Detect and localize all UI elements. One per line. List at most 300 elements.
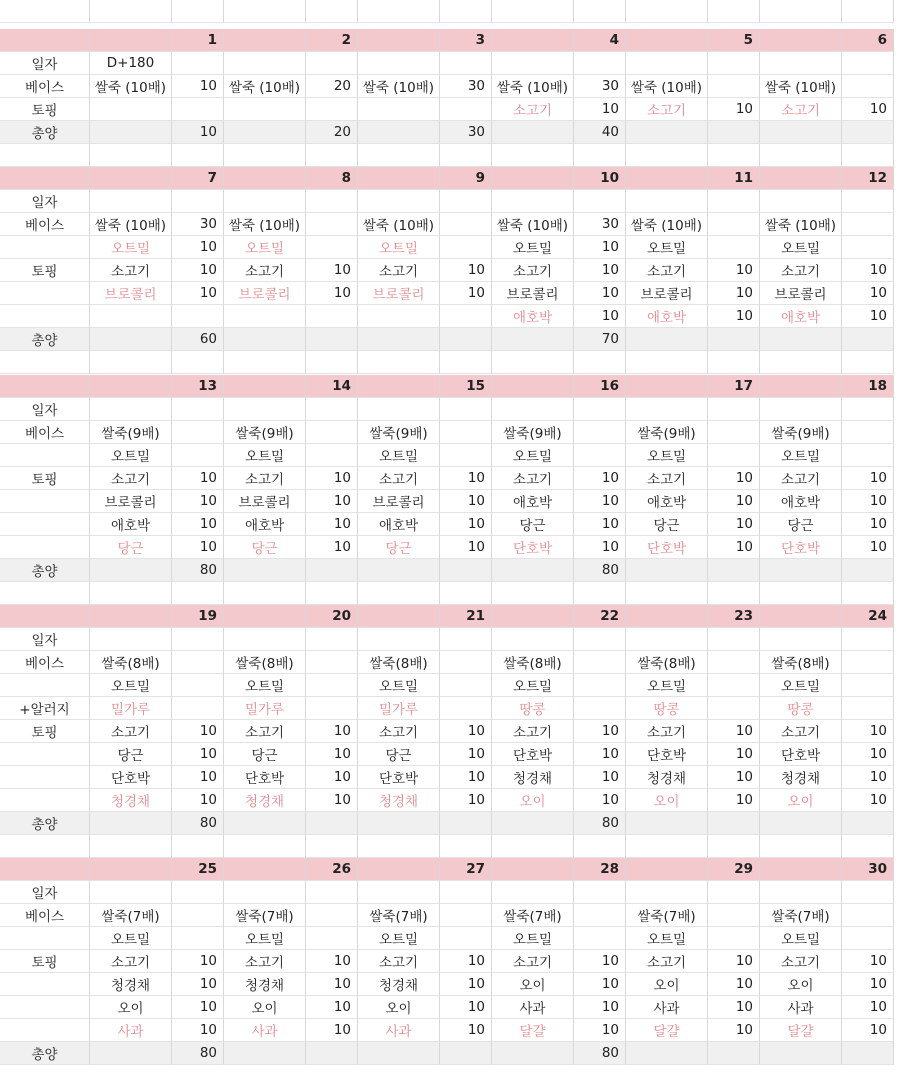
ingredient-cell[interactable]: 당근 [358,536,440,559]
cell[interactable] [440,651,492,674]
quantity-cell[interactable]: 10 [440,282,492,305]
cell[interactable] [440,236,492,259]
ingredient-cell[interactable]: 당근 [358,743,440,766]
cell[interactable] [440,52,492,75]
cell[interactable] [492,881,574,904]
quantity-cell[interactable]: 10 [574,766,626,789]
ingredient-cell[interactable]: 오트밀 [90,236,172,259]
cell[interactable] [574,444,626,467]
cell[interactable] [306,305,358,328]
cell[interactable] [760,52,842,75]
header-label-cell[interactable] [0,605,90,628]
cell[interactable] [306,1042,358,1065]
ingredient-cell[interactable]: 애호박 [224,513,306,536]
day-number[interactable]: 7 [172,167,224,190]
quantity-cell[interactable]: 10 [708,1019,760,1042]
quantity-cell[interactable]: 10 [306,467,358,490]
ingredient-cell[interactable]: 사과 [626,996,708,1019]
ingredient-cell[interactable]: 소고기 [626,720,708,743]
ingredient-cell[interactable]: 쌀죽(8배) [358,651,440,674]
ingredient-cell[interactable]: 오트밀 [358,674,440,697]
ingredient-cell[interactable]: 오트밀 [358,236,440,259]
header-spacer-cell[interactable] [492,605,574,628]
header-spacer-cell[interactable] [760,167,842,190]
cell[interactable] [440,0,492,23]
ingredient-cell[interactable]: 소고기 [760,259,842,282]
cell[interactable] [492,144,574,167]
cell[interactable] [708,674,760,697]
total-quantity[interactable]: 80 [574,1042,626,1065]
quantity-cell[interactable]: 10 [574,996,626,1019]
quantity-cell[interactable]: 10 [842,996,894,1019]
quantity-cell[interactable]: 10 [306,259,358,282]
ingredient-cell[interactable]: 오트밀 [492,674,574,697]
row-label[interactable]: 베이스 [0,651,90,674]
quantity-cell[interactable]: 10 [842,720,894,743]
cell[interactable] [842,52,894,75]
day-number[interactable]: 1 [172,29,224,52]
cell[interactable] [90,559,172,582]
ingredient-cell[interactable]: 오이 [90,996,172,1019]
row-label[interactable]: 일자 [0,398,90,421]
quantity-cell[interactable]: 30 [172,213,224,236]
ingredient-cell[interactable]: 단호박 [492,536,574,559]
cell[interactable] [708,812,760,835]
ingredient-cell[interactable]: 사과 [358,1019,440,1042]
ingredient-cell[interactable]: 오이 [760,973,842,996]
day-number[interactable]: 15 [440,375,492,398]
quantity-cell[interactable]: 10 [440,789,492,812]
cell[interactable] [440,674,492,697]
quantity-cell[interactable]: 10 [440,259,492,282]
cell[interactable] [492,398,574,421]
ingredient-cell[interactable]: 사과 [492,996,574,1019]
quantity-cell[interactable]: 10 [172,467,224,490]
cell[interactable] [574,421,626,444]
cell[interactable] [358,1042,440,1065]
cell[interactable] [306,190,358,213]
ingredient-cell[interactable]: 쌀죽 (10배) [90,75,172,98]
day-number[interactable]: 8 [306,167,358,190]
cell[interactable] [708,75,760,98]
cell[interactable] [0,351,90,374]
ingredient-cell[interactable]: 브로콜리 [90,490,172,513]
cell[interactable] [626,881,708,904]
quantity-cell[interactable]: 10 [574,950,626,973]
cell[interactable] [492,835,574,858]
quantity-cell[interactable]: 10 [842,973,894,996]
cell[interactable] [224,121,306,144]
ingredient-cell[interactable]: 달걀 [626,1019,708,1042]
total-quantity[interactable]: 80 [172,559,224,582]
cell[interactable] [306,398,358,421]
cell[interactable] [440,697,492,720]
cell[interactable] [440,1042,492,1065]
cell[interactable] [90,305,172,328]
quantity-cell[interactable]: 10 [574,743,626,766]
quantity-cell[interactable]: 10 [708,467,760,490]
cell[interactable] [440,904,492,927]
cell[interactable] [358,121,440,144]
quantity-cell[interactable]: 10 [708,789,760,812]
cell[interactable] [842,351,894,374]
cell[interactable] [306,213,358,236]
cell[interactable] [440,559,492,582]
quantity-cell[interactable]: 10 [172,973,224,996]
cell[interactable] [626,835,708,858]
ingredient-cell[interactable]: 오트밀 [626,927,708,950]
day-number[interactable]: 17 [708,375,760,398]
header-spacer-cell[interactable] [358,375,440,398]
cell[interactable] [574,190,626,213]
cell[interactable] [306,559,358,582]
cell[interactable] [90,98,172,121]
ingredient-cell[interactable]: 소고기 [90,950,172,973]
cell[interactable] [574,835,626,858]
cell[interactable] [842,75,894,98]
quantity-cell[interactable]: 10 [172,490,224,513]
quantity-cell[interactable]: 10 [842,98,894,121]
cell[interactable] [358,835,440,858]
ingredient-cell[interactable]: 애호박 [358,513,440,536]
cell[interactable] [574,697,626,720]
cell[interactable] [358,305,440,328]
quantity-cell[interactable]: 30 [574,213,626,236]
cell[interactable] [224,305,306,328]
header-spacer-cell[interactable] [90,858,172,881]
day-number[interactable]: 20 [306,605,358,628]
ingredient-cell[interactable]: 당근 [90,536,172,559]
cell[interactable] [358,582,440,605]
header-spacer-cell[interactable] [224,858,306,881]
row-label[interactable] [0,513,90,536]
cell[interactable] [708,421,760,444]
ingredient-cell[interactable]: 오이 [626,973,708,996]
cell[interactable] [574,674,626,697]
ingredient-cell[interactable]: 애호박 [760,305,842,328]
quantity-cell[interactable]: 10 [842,950,894,973]
cell[interactable] [90,812,172,835]
header-spacer-cell[interactable] [626,167,708,190]
cell[interactable] [842,0,894,23]
header-spacer-cell[interactable] [90,167,172,190]
quantity-cell[interactable]: 10 [172,513,224,536]
cell[interactable] [708,213,760,236]
cell[interactable] [760,628,842,651]
cell[interactable] [90,0,172,23]
quantity-cell[interactable]: 10 [574,98,626,121]
ingredient-cell[interactable]: 당근 [224,536,306,559]
row-label[interactable]: 일자 [0,628,90,651]
cell[interactable] [358,812,440,835]
day-number[interactable]: 12 [842,167,894,190]
cell[interactable] [358,190,440,213]
header-spacer-cell[interactable] [224,167,306,190]
cell[interactable] [574,651,626,674]
ingredient-cell[interactable]: 당근 [760,513,842,536]
cell[interactable] [90,628,172,651]
header-label-cell[interactable] [0,858,90,881]
total-label[interactable]: 총양 [0,121,90,144]
total-quantity[interactable]: 80 [172,812,224,835]
ingredient-cell[interactable]: 오트밀 [492,236,574,259]
header-spacer-cell[interactable] [626,29,708,52]
cell[interactable] [574,927,626,950]
header-spacer-cell[interactable] [224,605,306,628]
cell[interactable] [626,52,708,75]
ingredient-cell[interactable]: 땅콩 [492,697,574,720]
ingredient-cell[interactable]: 오트밀 [224,444,306,467]
cell[interactable] [306,835,358,858]
ingredient-cell[interactable]: 당근 [224,743,306,766]
quantity-cell[interactable]: 10 [306,490,358,513]
ingredient-cell[interactable]: 소고기 [492,950,574,973]
header-spacer-cell[interactable] [760,29,842,52]
total-quantity[interactable]: 30 [440,121,492,144]
quantity-cell[interactable]: 10 [306,536,358,559]
cell[interactable] [760,559,842,582]
ingredient-cell[interactable]: 오트밀 [224,236,306,259]
cell[interactable] [172,904,224,927]
header-spacer-cell[interactable] [760,375,842,398]
quantity-cell[interactable]: 10 [172,996,224,1019]
cell[interactable] [358,328,440,351]
cell[interactable] [708,904,760,927]
quantity-cell[interactable]: 10 [306,950,358,973]
quantity-cell[interactable]: 10 [172,789,224,812]
cell[interactable] [358,559,440,582]
ingredient-cell[interactable]: 쌀죽(7배) [224,904,306,927]
quantity-cell[interactable]: 10 [440,720,492,743]
ingredient-cell[interactable]: 오이 [224,996,306,1019]
cell[interactable] [306,0,358,23]
row-label[interactable] [0,305,90,328]
row-label[interactable]: 토핑 [0,259,90,282]
cell[interactable] [760,144,842,167]
cell[interactable] [224,0,306,23]
cell[interactable] [440,421,492,444]
header-spacer-cell[interactable] [626,605,708,628]
row-label[interactable] [0,1019,90,1042]
cell[interactable] [358,144,440,167]
cell[interactable] [626,1042,708,1065]
row-label[interactable] [0,674,90,697]
row-label[interactable] [0,927,90,950]
ingredient-cell[interactable]: 쌀죽 (10배) [760,75,842,98]
cell[interactable] [842,697,894,720]
cell[interactable] [90,398,172,421]
total-label[interactable]: 총양 [0,328,90,351]
cell[interactable] [842,328,894,351]
ingredient-cell[interactable]: 쌀죽(9배) [760,421,842,444]
cell[interactable] [760,881,842,904]
quantity-cell[interactable]: 10 [306,996,358,1019]
ingredient-cell[interactable]: 땅콩 [760,697,842,720]
cell[interactable] [224,881,306,904]
ingredient-cell[interactable]: 애호박 [492,490,574,513]
day-number[interactable]: 3 [440,29,492,52]
total-quantity[interactable]: 40 [574,121,626,144]
ingredient-cell[interactable]: 소고기 [626,950,708,973]
ingredient-cell[interactable]: 소고기 [626,259,708,282]
ingredient-cell[interactable]: 소고기 [492,259,574,282]
ingredient-cell[interactable]: 소고기 [760,720,842,743]
ingredient-cell[interactable]: 오트밀 [626,444,708,467]
day-number[interactable]: 29 [708,858,760,881]
cell[interactable] [172,835,224,858]
ingredient-cell[interactable]: 쌀죽(7배) [760,904,842,927]
total-quantity[interactable]: 60 [172,328,224,351]
cell[interactable] [842,121,894,144]
ingredient-cell[interactable]: 청경채 [90,789,172,812]
quantity-cell[interactable]: 10 [574,513,626,536]
ingredient-cell[interactable]: 오이 [626,789,708,812]
cell[interactable] [306,236,358,259]
cell[interactable] [306,98,358,121]
cell[interactable] [626,351,708,374]
ingredient-cell[interactable]: 쌀죽 (10배) [492,75,574,98]
row-label[interactable]: 베이스 [0,75,90,98]
ingredient-cell[interactable]: 단호박 [224,766,306,789]
ingredient-cell[interactable]: 쌀죽(8배) [224,651,306,674]
ingredient-cell[interactable]: 오이 [760,789,842,812]
day-number[interactable]: 22 [574,605,626,628]
quantity-cell[interactable]: 10 [306,282,358,305]
quantity-cell[interactable]: 10 [842,282,894,305]
cell[interactable] [224,398,306,421]
ingredient-cell[interactable]: 오트밀 [224,927,306,950]
quantity-cell[interactable]: 10 [440,996,492,1019]
ingredient-cell[interactable]: 당근 [90,743,172,766]
quantity-cell[interactable]: 10 [306,766,358,789]
cell[interactable] [306,628,358,651]
total-quantity[interactable]: 80 [172,1042,224,1065]
cell[interactable] [172,881,224,904]
cell[interactable] [708,1042,760,1065]
cell[interactable] [626,121,708,144]
cell[interactable] [626,144,708,167]
cell[interactable] [172,651,224,674]
cell[interactable] [492,328,574,351]
cell[interactable] [0,582,90,605]
cell[interactable] [708,144,760,167]
cell[interactable] [358,52,440,75]
cell[interactable] [842,144,894,167]
quantity-cell[interactable]: 10 [172,720,224,743]
day-number[interactable]: 27 [440,858,492,881]
quantity-cell[interactable]: 10 [842,536,894,559]
cell[interactable] [574,881,626,904]
ingredient-cell[interactable]: 청경채 [224,789,306,812]
quantity-cell[interactable]: 10 [574,1019,626,1042]
ingredient-cell[interactable]: 청경채 [90,973,172,996]
cell[interactable] [842,582,894,605]
quantity-cell[interactable]: 10 [708,766,760,789]
row-label[interactable] [0,743,90,766]
cell[interactable] [708,0,760,23]
ingredient-cell[interactable]: 쌀죽(9배) [224,421,306,444]
header-spacer-cell[interactable] [224,375,306,398]
cell[interactable] [306,697,358,720]
cell[interactable] [440,444,492,467]
cell[interactable] [90,835,172,858]
ingredient-cell[interactable]: 오트밀 [492,927,574,950]
cell[interactable] [492,1042,574,1065]
cell[interactable] [172,421,224,444]
cell[interactable] [708,190,760,213]
cell[interactable] [306,351,358,374]
cell[interactable] [492,52,574,75]
quantity-cell[interactable]: 30 [440,75,492,98]
ingredient-cell[interactable]: 쌀죽(9배) [626,421,708,444]
cell[interactable] [0,835,90,858]
ingredient-cell[interactable]: 소고기 [760,950,842,973]
quantity-cell[interactable]: 10 [172,766,224,789]
quantity-cell[interactable]: 10 [842,1019,894,1042]
day-number[interactable]: 19 [172,605,224,628]
day-number[interactable]: 21 [440,605,492,628]
cell[interactable] [172,582,224,605]
header-spacer-cell[interactable] [358,605,440,628]
cell[interactable] [626,328,708,351]
ingredient-cell[interactable]: 쌀죽(8배) [760,651,842,674]
cell[interactable] [358,398,440,421]
header-spacer-cell[interactable] [224,29,306,52]
cell[interactable] [708,628,760,651]
row-label[interactable] [0,996,90,1019]
cell[interactable] [708,236,760,259]
cell[interactable] [172,351,224,374]
cell[interactable] [760,398,842,421]
quantity-cell[interactable]: 10 [842,490,894,513]
quantity-cell[interactable]: 10 [574,259,626,282]
cell[interactable] [492,812,574,835]
cell[interactable] [306,421,358,444]
day-number[interactable]: 14 [306,375,358,398]
row-label[interactable] [0,282,90,305]
header-spacer-cell[interactable] [760,605,842,628]
ingredient-cell[interactable]: 청경채 [224,973,306,996]
ingredient-cell[interactable]: 소고기 [358,259,440,282]
quantity-cell[interactable]: 20 [306,75,358,98]
ingredient-cell[interactable]: 당근 [492,513,574,536]
cell[interactable] [842,190,894,213]
quantity-cell[interactable]: 10 [574,973,626,996]
ingredient-cell[interactable]: 단호박 [358,766,440,789]
ingredient-cell[interactable]: 쌀죽 (10배) [224,75,306,98]
ingredient-cell[interactable]: 쌀죽(9배) [358,421,440,444]
cell[interactable] [842,421,894,444]
cell[interactable] [172,144,224,167]
ingredient-cell[interactable]: 사과 [90,1019,172,1042]
day-number[interactable]: 10 [574,167,626,190]
cell[interactable] [358,351,440,374]
quantity-cell[interactable]: 10 [842,789,894,812]
quantity-cell[interactable]: 10 [842,305,894,328]
cell[interactable] [358,628,440,651]
ingredient-cell[interactable]: 브로콜리 [760,282,842,305]
cell[interactable] [842,628,894,651]
ingredient-cell[interactable]: 소고기 [90,720,172,743]
cell[interactable] [306,651,358,674]
cell[interactable] [90,582,172,605]
header-label-cell[interactable] [0,29,90,52]
cell[interactable] [306,927,358,950]
ingredient-cell[interactable]: 쌀죽(8배) [492,651,574,674]
quantity-cell[interactable]: 10 [440,513,492,536]
ingredient-cell[interactable]: 브로콜리 [90,282,172,305]
cell[interactable] [172,398,224,421]
